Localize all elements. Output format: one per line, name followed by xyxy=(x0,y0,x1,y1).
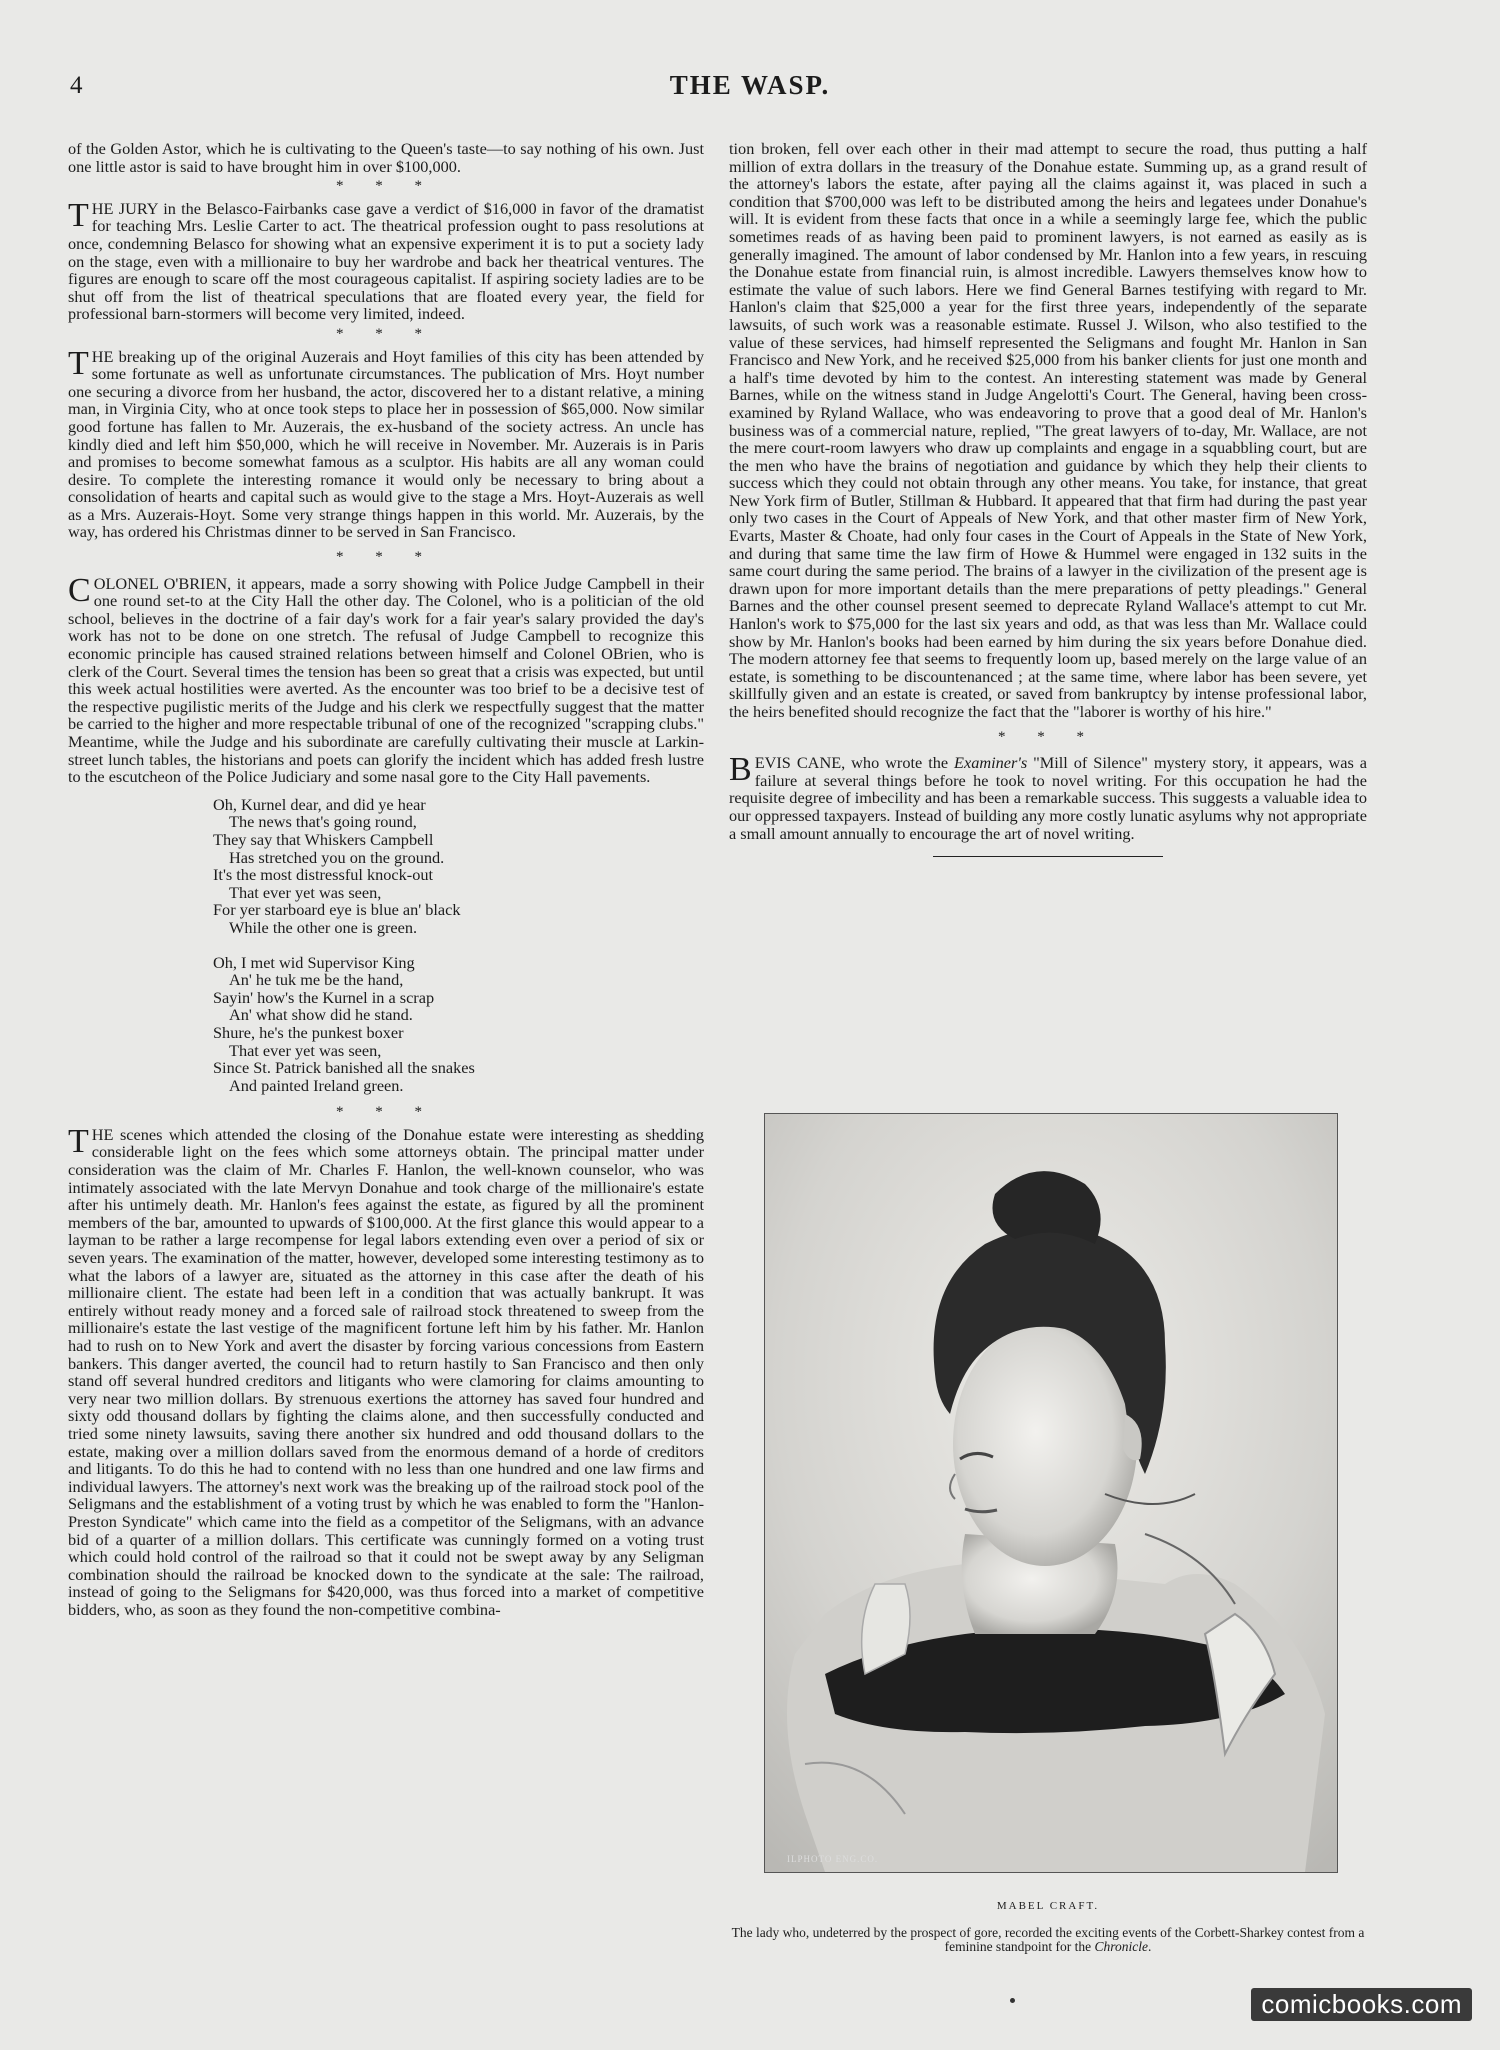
section-separator: * * * xyxy=(336,178,436,195)
photo-caption-text-b: . xyxy=(1148,1939,1152,1954)
drop-cap: B xyxy=(729,751,752,789)
article-bevis-cane-text-b: "Mill of Silence" mystery story, it appears, was a failure at several things before he took to novel writing. For this occupation he had the requisite degree of imbecility and has been a remarkable success. This suggests a valuable idea to our oppressed taxpayers. Instead of building any more costly lunatic asylums why not appropriate a small amount annually to encourage the art of novel writing. xyxy=(729,753,1368,843)
photo-caption xyxy=(729,1926,1367,1954)
article-obrien-text: OLONEL O'BRIEN, it appears, made a sorry showing with Police Judge Campbell in their one round set-to at the City Hall the other day. The Colonel, who is a politician of the old school, believes in the doctrine of a fair day's work for a fair year's salary provided the day's work has not to be done on one stretch. The refusal of Judge Campbell to recognize this economic principle has caused strained relations between himself and Colonel OBrien, who is clerk of the Court. Several times the tension has been so great that a crisis was expected, but until this week actual hostilities were averted. As the encounter was too brief to be a decisive test of the respective pugilistic merits of the Judge and his clerk we respectfully suggest that the matter be carried to the higher and more respectable tribunal of one of the recognized "scrapping clubs." Meantime, while the Judge and his subordinate are carefully cultivating their muscle at Larkin-street lunch tables, the historians and poets can glorify the incident which has added fresh lustre to the escutcheon of the Police Judiciary and some nasal gore to the City Hall pavements. xyxy=(68,573,704,787)
engraver-mark: ILPHOTO ENG.CO. xyxy=(787,1854,879,1864)
portrait-photo xyxy=(764,1113,1338,1873)
site-watermark: comicbooks.com xyxy=(1251,1988,1472,2021)
poem-line: Shure, he's the punkest boxer xyxy=(213,1022,404,1042)
poem-line: Since St. Patrick banished all the snakes xyxy=(213,1058,475,1078)
article-continuation: of the Golden Astor, which he is cultivating to the Queen's taste—to say nothing of his own. Just one little astor is said to have brought him in over $100,000. xyxy=(68,139,704,176)
article-auzerais xyxy=(68,344,704,542)
portrait-illustration xyxy=(765,1114,1337,1872)
page-number: 4 xyxy=(70,72,83,99)
photo-caption-name: MABEL CRAFT. xyxy=(996,1900,1100,1912)
poem-line: The news that's going round, xyxy=(229,812,417,832)
section-separator: * * * xyxy=(998,728,1098,745)
article-obrien xyxy=(68,571,704,787)
poem-line: For yer starboard eye is blue an' black xyxy=(213,900,461,920)
section-rule xyxy=(933,856,1163,857)
photo-caption-publication: Chronicle xyxy=(1094,1939,1149,1954)
poem-line: An' he tuk me be the hand, xyxy=(229,970,404,990)
left-column xyxy=(68,140,704,1619)
section-separator: * * * xyxy=(336,1104,436,1121)
drop-cap: C xyxy=(68,571,91,609)
poem-line: An' what show did he stand. xyxy=(229,1005,413,1025)
section-separator: * * * xyxy=(336,325,436,342)
article-belasco-text: HE JURY in the Belasco-Fairbanks case gave a verdict of $16,000 in favor of the dramatist for teaching Mrs. Leslie Carter to act. The theatrical profession ought to pass resolutions at once, condemning Belasco for showing what an expensive experiment it is to put a society lady on the stage, even with a millionaire to buy her wardrobe and back her theatrical ventures. The figures are enough to scare off the most courageous capitalist. If aspiring society ladies are to be shut off from the list of theatrical speculations that are floated every year, the field for professional barn-stormers will become very limited, indeed. xyxy=(68,198,704,324)
drop-cap: T xyxy=(68,1122,89,1160)
poem-line: They say that Whiskers Campbell xyxy=(213,829,434,849)
drop-cap: T xyxy=(68,196,89,234)
printer-dot xyxy=(1010,1998,1015,2003)
poem-stanza xyxy=(213,796,704,937)
article-bevis-cane-text-a: EVIS CANE, who wrote the xyxy=(754,753,955,773)
page-header xyxy=(0,68,1500,108)
right-column xyxy=(729,140,1367,885)
poem-line: Has stretched you on the ground. xyxy=(229,847,445,867)
drop-cap: T xyxy=(68,344,89,382)
masthead-title: THE WASP. xyxy=(669,70,831,100)
poem-line: While the other one is green. xyxy=(229,917,418,937)
article-donahue-continued: tion broken, fell over each other in their mad attempt to secure the road, thus putting a half million of extra dollars in the treasury of the Donahue estate. Summing up, as a grand result of the attorney's labors the estate, after paying all the claims against it, was placed in such a condition that $700,000 was left to be distributed among the heirs and legatees under Donahue's will. It is evident from these facts that once in a while a seemingly large fee, which the public sometimes reads of as having been paid to prominent lawyers, is not earned as easily as is generally imagined. The amount of labor condensed by Mr. Hanlon into a few years, in rescuing the Donahue estate from financial ruin, is almost incredible. Lawyers themselves know how to estimate the value of such labors. Here we find General Barnes testifying with regard to Mr. Hanlon's claim that $25,000 a year for the first three years, independently of the separate lawsuits, of such work was a reasonable estimate. Russel J. Wilson, who also testified to the value of these services, had himself represented the Seligmans and fought Mr. Hanlon in San Francisco and New York, and he received $25,000 from his banker clients for just one month and a half's time devoted by him to the contest. An interesting statement was made by General Barnes, while on the witness stand in Judge Angelotti's Court. The General, having been cross-examined by Ryland Wallace, who was endeavoring to prove that a good deal of Mr. Hanlon's business was of a commercial nature, replied, "The great lawyers of to-day, Mr. Wallace, are not the mere court-room lawyers who draw up complaints and engage in a squabbling court, but are the men who have the brains of negotiation and guidance by which they help their clients to success which they could not obtain through any other means. You take, for instance, that great New York firm of Butler, Stillman & Hubbard. It appeared that that firm had during the past year only two cases in the Court of Appeals of New York, and that other master firm of New York, Evarts, Master & Choate, had only four cases in the Court of Appeals in the State of New York, and during that same time the law firm of Howe & Hummel were engaged in 132 suits in the same court during the same period. The brains of a lawyer in the civilization of the present age is drawn upon for more important details than the mere preparations of petty pleadings." General Barnes and the other counsel present seemed to deprecate Ryland Wallace's attempt to cut Mr. Hanlon's work to $75,000 for the last six years and odd, as that was less than Mr. Wallace could show by Mr. Hanlon's books had been earned by him during the six years before Donahue died. The modern attorney fee that seems to frequently loom up, based merely on the large value of an estate, is something to be discountenanced ; at the same time, where labor has been severe, yet skillfully given and an estate is created, or saved from bankruptcy by intense professional labor, the heirs benefited should recognize the fact that the "laborer is worthy of his hire." xyxy=(729,139,1367,721)
poem-line: Oh, I met wid Supervisor King xyxy=(213,952,415,972)
article-donahue xyxy=(68,1122,704,1619)
article-bevis-cane xyxy=(729,751,1368,843)
poem-line: It's the most distressful knock-out xyxy=(213,865,433,885)
article-donahue-text: HE scenes which attended the closing of the Donahue estate were interesting as shedding considerable light on the fees which some attorneys obtain. The principal matter under consideration was the claim of Mr. Charles F. Hanlon, the well-known counselor, who was intimately associated with the late Mervyn Donahue and took charge of the millionaire's estate after his untimely death. Mr. Hanlon's fees against the estate, as figured by all the prominent members of the bar, amounted to upwards of $100,000. At the first glance this would appear to a layman to be rather a large recompense for legal labors extending even over a period of six or seven years. The examination of the matter, however, developed some interesting testimony as to what the labors of a lawyer are, situated as the attorney in this case after the death of his millionaire client. The estate had been left in a condition that was actually bankrupt. It was entirely without ready money and a forced sale of railroad stock threatened to sweep from the millionaire's estate the last vestige of the magnificent fortune left him by his father. Mr. Hanlon had to rush on to New York and avert the disaster by forcing various concessions from Eastern bankers. This danger averted, the council had to return hastily to San Francisco and then only stand off several hundred creditors and litigants who were clamoring for claims amounting to very near two million dollars. By strenuous exertions the attorney has saved four hundred and sixty odd thousand dollars by fighting the claims alone, and then successfully conducted and tried some ninety lawsuits, saving there another six hundred and odd thousand dollars to the estate, making over a million dollars saved from the enormous demand of a horde of creditors and litigants. To do this he had to contend with no less than one hundred and one law firms and individual lawyers. The attorney's next work was the breaking up of the railroad stock pool of the Seligmans and the establishment of a voting trust by which he was enabled to form the "Hanlon-Preston Syndicate" which came into the field as a competitor of the Seligmans, with an advance bid of a quarter of a million dollars. This certificate was cunningly formed on a voting trust which could hold control of the railroad so that it could not be swept away by any Seligman combination should the railroad be knocked down to the syndicate at the sale: The railroad, instead of going to the Seligmans for $420,000, was thus forced into a market of competitive bidders, who, as soon as they found the non-competitive combina- xyxy=(68,1124,704,1619)
poem-line: And painted Ireland green. xyxy=(229,1075,404,1095)
publication-name: Examiner's xyxy=(954,753,1028,773)
article-auzerais-text: HE breaking up of the original Auzerais and Hoyt families of this city has been attended by some fortunate as well as unfortunate circumstances. The publication of Mrs. Hoyt number one securing a divorce from her husband, the actor, discovered her to a distant relative, a mining man, in Virginia City, who at once took steps to place her in possession of $65,000. Now similar good fortune has fallen to Mr. Auzerais, the ex-husband of the society actress. An uncle has kindly died and left him $50,000, which he will receive in November. Mr. Auzerais is in Paris and promises to become somewhat famous as a sculptor. His habits are all any woman could desire. To complete the interesting romance it would only be necessary to bring about a consolidation of hearts and capital such as would give to the stage a Mrs. Hoyt-Auzerais as well as a Mrs. Auzerais-Hoyt. Some very strange things happen in this world. Mr. Auzerais, by the way, has ordered his Christmas dinner to be served in San Francisco. xyxy=(68,346,704,542)
poem-line: That ever yet was seen, xyxy=(229,1040,382,1060)
poem-line: That ever yet was seen, xyxy=(229,882,382,902)
section-separator: * * * xyxy=(336,549,436,566)
photo-caption-text-a: The lady who, undeterred by the prospect of gore, recorded the exciting events of the Corbett-Sharkey contest from a feminine standpoint for the xyxy=(731,1925,1365,1954)
poem xyxy=(213,796,704,1095)
poem-line: Sayin' how's the Kurnel in a scrap xyxy=(213,987,435,1007)
poem-line: Oh, Kurnel dear, and did ye hear xyxy=(213,794,426,814)
article-belasco xyxy=(68,196,704,324)
poem-stanza xyxy=(213,954,704,1095)
